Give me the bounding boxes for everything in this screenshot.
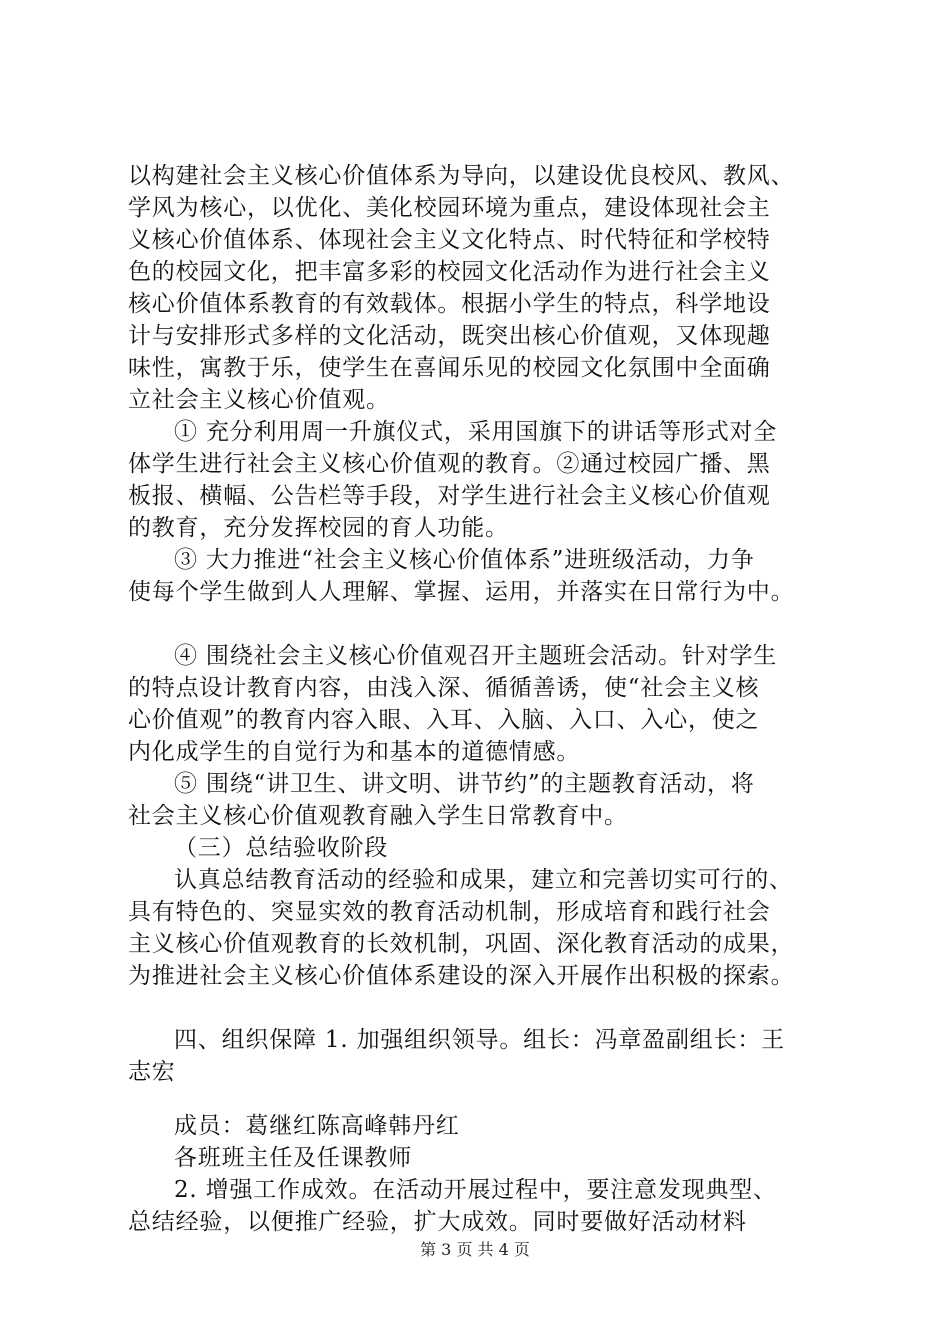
text-line: 色的校园文化，把丰富多彩的校园文化活动作为进行社会主义 [128,259,771,285]
text-line: ④ 围绕社会主义核心价值观召开主题班会活动。针对学生 [174,643,778,669]
text-line: 核心价值体系教育的有效载体。根据小学生的特点，科学地设 [128,291,771,317]
text-line: 总结经验，以便推广经验，扩大成效。同时要做好活动材料 [128,1209,747,1235]
text-line: 味性，寓教于乐，使学生在喜闻乐见的校园文化氛围中全面确 [128,355,771,381]
text-line: 计与安排形式多样的文化活动，既突出核心价值观，又体现趣 [128,323,771,349]
text-line: 学风为核心，以优化、美化校园环境为重点，建设体现社会主 [128,195,771,221]
text-line: 具有特色的、突显实效的教育活动机制，形成培育和践行社会 [128,899,771,925]
text-line: ③ 大力推进“社会主义核心价值体系”进班级活动，力争 [174,547,755,573]
text-line: ① 充分利用周一升旗仪式，采用国旗下的讲话等形式对全 [174,419,778,445]
text-line: 内化成学生的自觉行为和基本的道德情感。 [128,739,581,765]
text-line: ⑤ 围绕“讲卫生、讲文明、讲节约”的主题教育活动，将 [174,771,755,797]
paragraph-gap [128,992,840,1024]
section-heading: 四、组织保障 1. 加强组织领导。组长：冯章盈副组长：王 [174,1027,785,1053]
text-line: 社会主义核心价值观教育融入学生日常教育中。 [128,803,628,829]
text-line: 各班班主任及任课教师 [174,1145,412,1171]
text-line: 义核心价值体系、体现社会主义文化特点、时代特征和学校特 [128,227,771,253]
text-line: 志宏 [128,1059,176,1085]
text-line: 立社会主义核心价值观。 [128,387,390,413]
text-line: 板报、横幅、公告栏等手段，对学生进行社会主义核心价值观 [128,483,771,509]
text-line: 使每个学生做到人人理解、掌握、运用，并落实在日常行为中。 [128,579,795,605]
paragraph-gap [128,1088,840,1110]
text-line: 以构建社会主义核心价值体系为导向，以建设优良校风、教风、 [128,163,795,189]
section-heading: （三）总结验收阶段 [174,835,389,861]
text-line: 为推进社会主义核心价值体系建设的深入开展作出积极的探索。 [128,963,795,989]
text-line: 的教育，充分发挥校园的育人功能。 [128,515,509,541]
text-line: 2. 增强工作成效。在活动开展过程中，要注意发现典型、 [174,1177,777,1203]
paragraph-gap [128,608,840,640]
text-line: 主义核心价值观教育的长效机制，巩固、深化教育活动的成果， [128,931,795,957]
document-body [128,160,840,1238]
text-line: 成员：葛继红陈高峰韩丹红 [174,1113,460,1139]
text-line: 的特点设计教育内容，由浅入深、循循善诱，使“社会主义核 [128,675,760,701]
page-footer: 第 3 页 共 4 页 [420,1240,530,1259]
text-line: 体学生进行社会主义核心价值观的教育。②通过校园广播、黑 [128,451,771,477]
text-line: 心价值观”的教育内容入眼、入耳、入脑、入口、入心，使之 [128,707,760,733]
text-line: 认真总结教育活动的经验和成果，建立和完善切实可行的、 [174,867,793,893]
